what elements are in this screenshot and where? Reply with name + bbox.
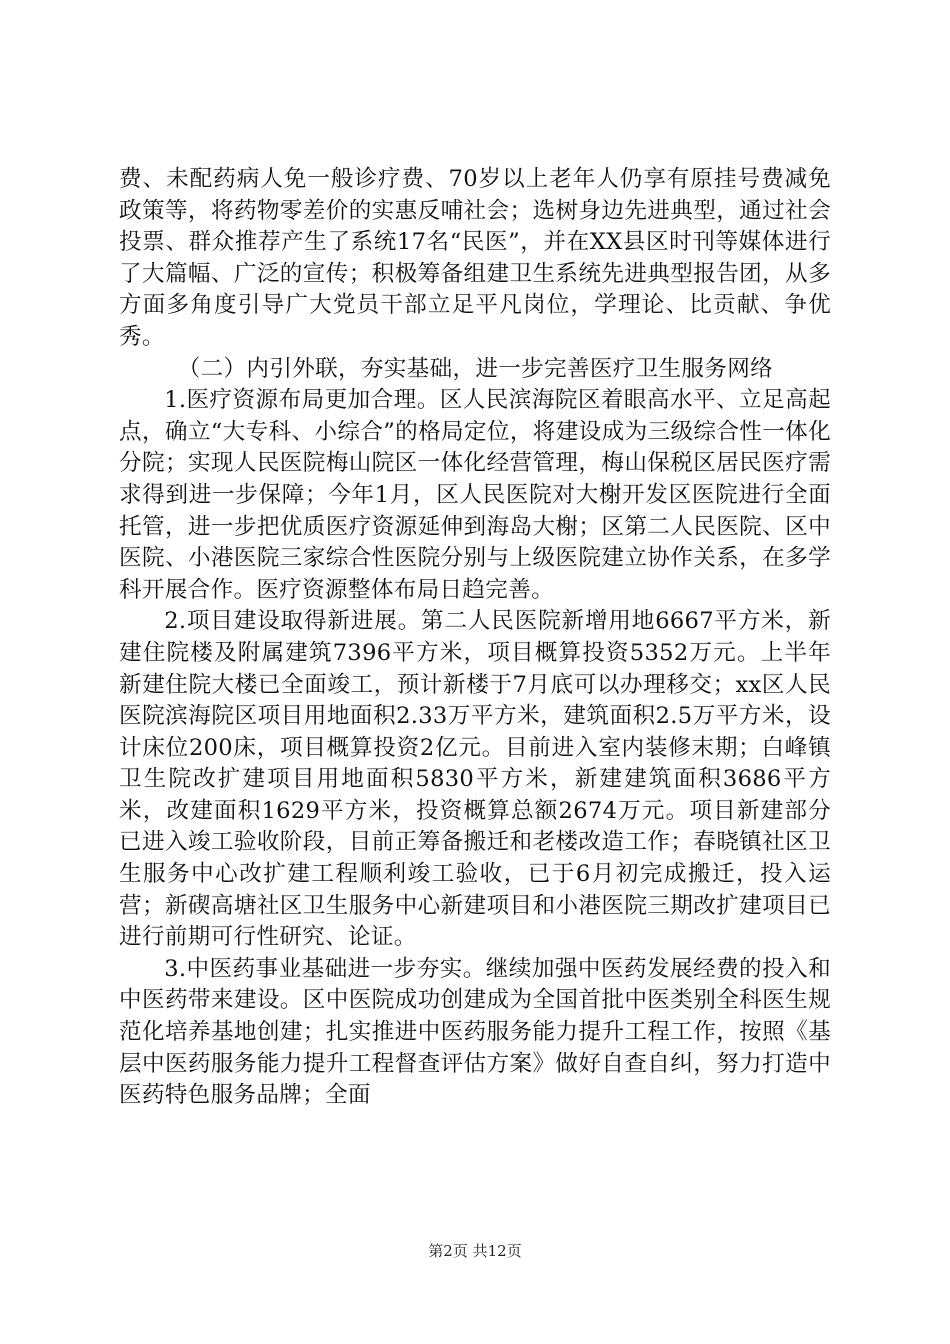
paragraph-item-2: 2.项目建设取得新进展。第二人民医院新增用地6667平方米，新建住院楼及附属建筑7396平方米，项目概算投资5352万元。上半年新建住院大楼已全面竣工，预计新楼于7月底可以办理移交；xx区人民医院滨海院区项目用地面积2.33万平方米，建筑面积2.5万平方米，设计床位200床，项目概算投资2亿元。目前进入室内装修末期；白峰镇卫生院改扩建项目用地面积5830平方米，新建建筑面积3686平方米，改建面积1629平方米，投资概算总额2674万元。项目新建部分已进入竣工验收阶段，目前正筹备搬迁和老楼改造工作；春晓镇社区卫生服务中心改扩建工程顺利竣工验收，已于6月初完成搬迁，投入运营；新碶高塘社区卫生服务中心新建项目和小港医院三期改扩建项目已进行前期可行性研究、论证。: [119, 608, 831, 951]
document-body: [119, 164, 831, 1112]
page-footer: 第2页 共12页: [428, 1242, 522, 1260]
paragraph-continued: 费、未配药病人免一般诊疗费、70岁以上老年人仍享有原挂号费减免政策等，将药物零差价的实惠反哺社会；选树身边先进典型，通过社会投票、群众推荐产生了系统17名“民医”，并在XX县区时刊等媒体进行了大篇幅、广泛的宣传；积极筹备组建卫生系统先进典型报告团，从多方面多角度引导广大党员干部立足平凡岗位，学理论、比贡献、争优秀。: [119, 166, 831, 350]
section-heading: （二）内引外联，夯实基础，进一步完善医疗卫生服务网络: [177, 355, 773, 382]
paragraph-item-1: 1.医疗资源布局更加合理。区人民滨海院区着眼高水平、立足高起点，确立“大专科、小综合”的格局定位，将建设成为三级综合性一体化分院；实现人民医院梅山院区一体化经营管理，梅山保税区居民医疗需求得到进一步保障；今年1月，区人民医院对大榭开发区医院进行全面托管，进一步把优质医疗资源延伸到海岛大榭；区第二人民医院、区中医院、小港医院三家综合性医院分别与上级医院建立协作关系，在多学科开展合作。医疗资源整体布局日趋完善。: [119, 387, 831, 603]
paragraph-item-3: 3.中医药事业基础进一步夯实。继续加强中医药发展经费的投入和中医药带来建设。区中医院成功创建成为全国首批中医类别全科医生规范化培养基地创建；扎实推进中医药服务能力提升工程工作，按照《基层中医药服务能力提升工程督查评估方案》做好自查自纠，努力打造中医药特色服务品牌；全面: [119, 955, 831, 1109]
